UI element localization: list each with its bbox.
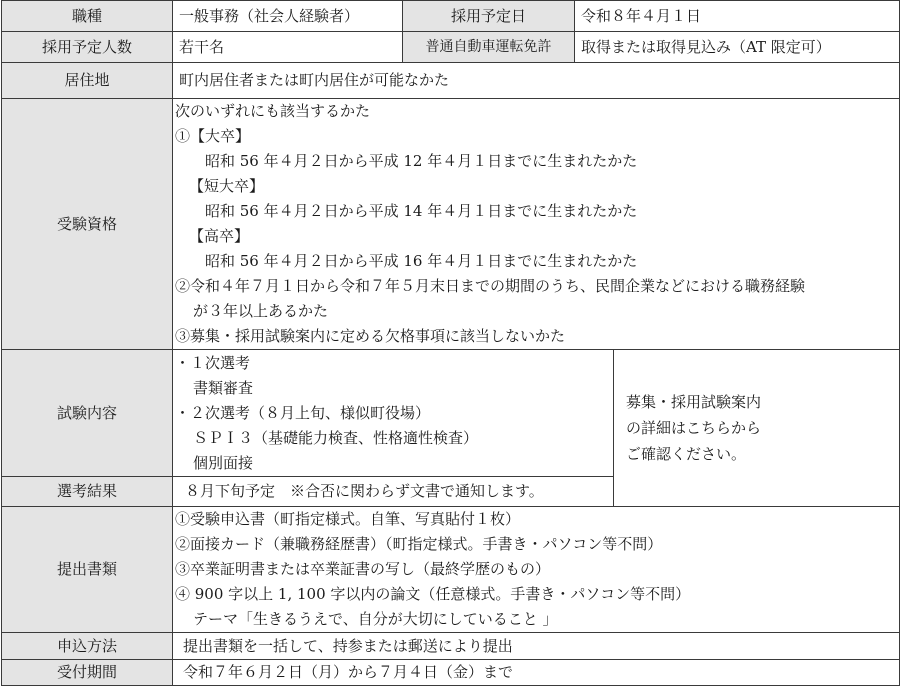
row-method <box>2 633 900 660</box>
value-qualification <box>173 99 900 350</box>
label-exam: 試験内容 <box>2 350 173 477</box>
value-method: 提出書類を一括して、持参または郵送により提出 <box>173 633 900 660</box>
row-documents <box>2 507 900 633</box>
qualification-line: ①【大卒】 <box>175 127 251 145</box>
label-documents: 提出書類 <box>2 507 173 633</box>
exam-line: ・２次選考（８月上旬、様似町役場） <box>175 403 431 422</box>
label-job: 職種 <box>2 1 173 32</box>
documents-line: ②面接カード（兼職務経歴書）（町指定様式。手書き・パソコン等不問） <box>175 535 663 553</box>
value-start-date: 令和８年４月１日 <box>575 1 900 32</box>
qualification-line: 昭和 56 年４月２日から平成 16 年４月１日までに生まれたかた <box>205 252 638 270</box>
exam-line: ・１次選考 <box>175 353 251 372</box>
row-residence <box>2 63 900 99</box>
qualification-line: ②令和４年７月１日から令和７年５月末日までの期間のうち、民間企業などにおける職務経験 <box>175 277 806 295</box>
label-period: 受付期間 <box>2 660 173 686</box>
value-period: 令和７年６月２日（月）から７月４日（金）まで <box>173 660 900 686</box>
row-qualification <box>2 99 900 350</box>
label-license: 普通自動車運転免許 <box>403 32 575 63</box>
qualification-line: 【短大卒】 <box>189 177 265 195</box>
row-exam <box>2 350 900 477</box>
qualification-line: が３年以上あるかた <box>193 302 329 320</box>
qualification-line: ③募集・採用試験案内に定める欠格事項に該当しないかた <box>175 327 566 345</box>
qualification-line: 昭和 56 年４月２日から平成 12 年４月１日までに生まれたかた <box>205 152 638 170</box>
recruitment-table <box>1 0 900 686</box>
label-start-date: 採用予定日 <box>403 1 575 32</box>
note-line: の詳細はこちらから <box>626 419 762 437</box>
row-job <box>2 1 900 32</box>
label-method: 申込方法 <box>2 633 173 660</box>
label-result: 選考結果 <box>2 477 173 507</box>
note-line: ご確認ください。 <box>626 445 747 463</box>
documents-line: ③卒業証明書または卒業証書の写し（最終学歴のもの） <box>175 560 551 578</box>
documents-line: ①受験申込書（町指定様式。自筆、写真貼付１枚） <box>175 510 521 528</box>
qualification-line: 昭和 56 年４月２日から平成 14 年４月１日までに生まれたかた <box>205 202 638 220</box>
value-job: 一般事務（社会人経験者） <box>173 1 403 32</box>
value-documents <box>173 507 900 633</box>
value-license: 取得または取得見込み（AT 限定可） <box>575 32 900 63</box>
value-residence: 町内居住者または町内居住が可能なかた <box>173 63 900 99</box>
exam-line: 個別面接 <box>193 453 254 472</box>
label-qualification: 受験資格 <box>2 99 173 350</box>
exam-line: 書類審査 <box>193 378 254 397</box>
exam-line: ＳＰＩ３（基礎能力検査、性格適性検査） <box>193 428 479 447</box>
exam-info-note <box>614 350 900 507</box>
note-line: 募集・採用試験案内 <box>626 393 762 411</box>
row-count <box>2 32 900 63</box>
label-residence: 居住地 <box>2 63 173 99</box>
value-exam <box>173 350 614 477</box>
documents-line: ④ 900 字以上 1, 100 字以内の論文（任意様式。手書き・パソコン等不問） <box>175 585 691 603</box>
qualification-line: 次のいずれにも該当するかた <box>175 102 371 120</box>
label-count: 採用予定人数 <box>2 32 173 63</box>
documents-line: テーマ「生きるうえで、自分が大切にしていること 」 <box>193 610 558 628</box>
value-count: 若干名 <box>173 32 403 63</box>
value-result: ８月下旬予定 ※合否に関わらず文書で通知します。 <box>173 477 614 507</box>
qualification-line: 【高卒】 <box>189 227 250 245</box>
